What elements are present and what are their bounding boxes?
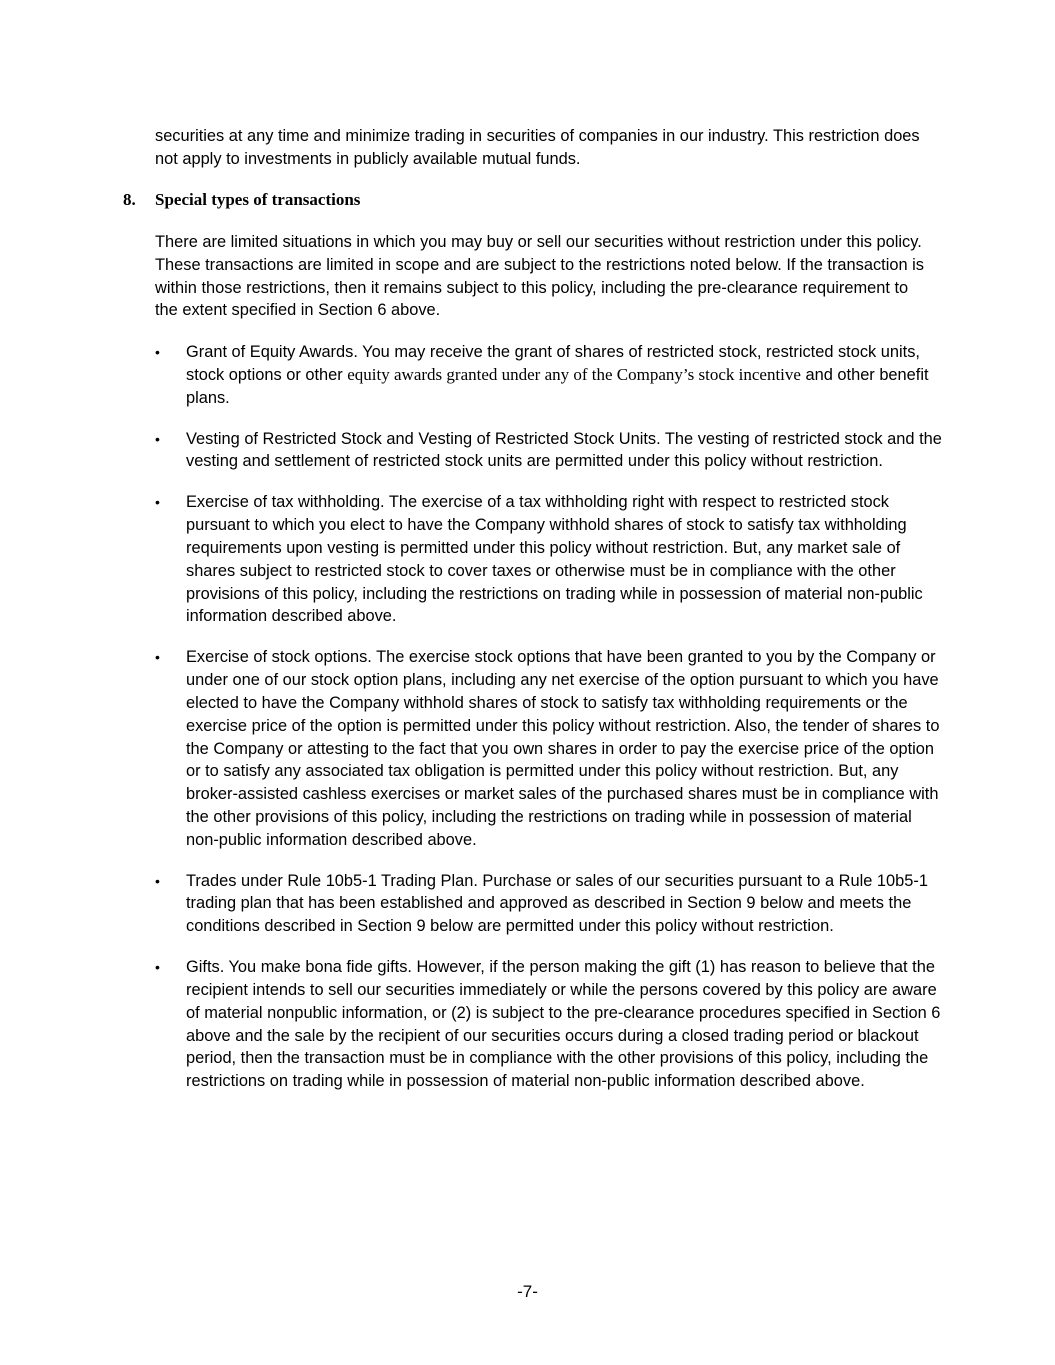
intro-paragraph: securities at any time and minimize trading in securities of companies in our industry. This restriction does not apply to investments in publicly available mutual funds. [155, 127, 920, 168]
list-item [155, 491, 945, 628]
transaction-types-list [155, 341, 945, 1111]
list-item [155, 428, 945, 474]
section-number: 8. [123, 190, 136, 209]
bullet-icon: • [155, 430, 160, 447]
list-item-serif-text: equity awards granted under any of the Company’s stock incentive [347, 364, 801, 384]
section-paragraph: There are limited situations in which you may buy or sell our securities without restriction under this policy. These transactions are limited in scope and are subject to the restrictions noted below. If the transaction is within those restrictions, then it remains subject to this policy, including the pre-clearance requirement to the extent specified in Section 6 above. [155, 233, 924, 320]
list-item-text: Vesting of Restricted Stock and Vesting of Restricted Stock Units. The vesting of restricted stock and the vesting and settlement of restricted stock units are permitted under this policy without restriction. [186, 429, 942, 471]
page-number: -7- [517, 1282, 538, 1301]
list-item-tail-text: and other benefit plans. [186, 365, 929, 407]
list-item-text: Grant of Equity Awards. You may receive the grant of shares of restricted stock, restricted stock units, stock options or other [186, 343, 920, 384]
bullet-icon: • [155, 959, 160, 976]
section-title: Special types of transactions [155, 190, 361, 209]
bullet-icon: • [155, 649, 160, 666]
list-item-text: Trades under Rule 10b5-1 Trading Plan. Purchase or sales of our securities pursuant to a Rule 10b5-1 trading plan that has been established and approved as described in Section 9 below and meets the conditions described in Section 9 below are permitted under this policy without restriction. [186, 871, 928, 936]
bullet-icon: • [155, 344, 160, 360]
list-item [155, 341, 945, 409]
list-item [155, 956, 945, 1093]
list-item-text: Exercise of stock options. The exercise stock options that have been granted to you by the Company or under one of our stock option plans, including any net exercise of the option pursuant to which you have elected to have the Company withhold shares of stock to satisfy tax withholding requirements or the exercise price of the option is permitted under this policy without restriction. Also, the tender of shares to the Company or attesting to the fact that you own shares in order to pay the exercise price of the option or to satisfy any associated tax obligation is permitted under this policy without restriction. But, any broker-assisted cashless exercises or market sales of the purchased shares must be in compliance with the other provisions of this policy, including the restrictions on trading while in possession of material non-public information described above. [186, 648, 940, 849]
bullet-icon: • [155, 494, 160, 511]
list-item [155, 646, 945, 851]
list-item-text: Exercise of tax withholding. The exercise of a tax withholding right with respect to restricted stock pursuant to which you elect to have the Company withhold shares of stock to satisfy tax withholding requirements upon vesting is permitted under this policy without restriction. But, any market sale of shares subject to restricted stock to cover taxes or otherwise must be in compliance with the other provisions of this policy, including the restrictions on trading while in possession of material non-public information described above. [186, 493, 923, 626]
section-heading [123, 189, 360, 211]
bullet-icon: • [155, 872, 160, 889]
list-item [155, 870, 945, 938]
list-item-text: Gifts. You make bona fide gifts. However, if the person making the gift (1) has reason to believe that the recipient intends to sell our securities immediately or while the persons covered by this policy are aware of material nonpublic information, or (2) is subject to the pre-clearance procedures specified in Section 6 above and the sale by the recipient of our securities occurs during a closed trading period or blackout period, then the transaction must be in compliance with the other provisions of this policy, including the restrictions on trading while in possession of material non-public information described above. [186, 958, 941, 1091]
